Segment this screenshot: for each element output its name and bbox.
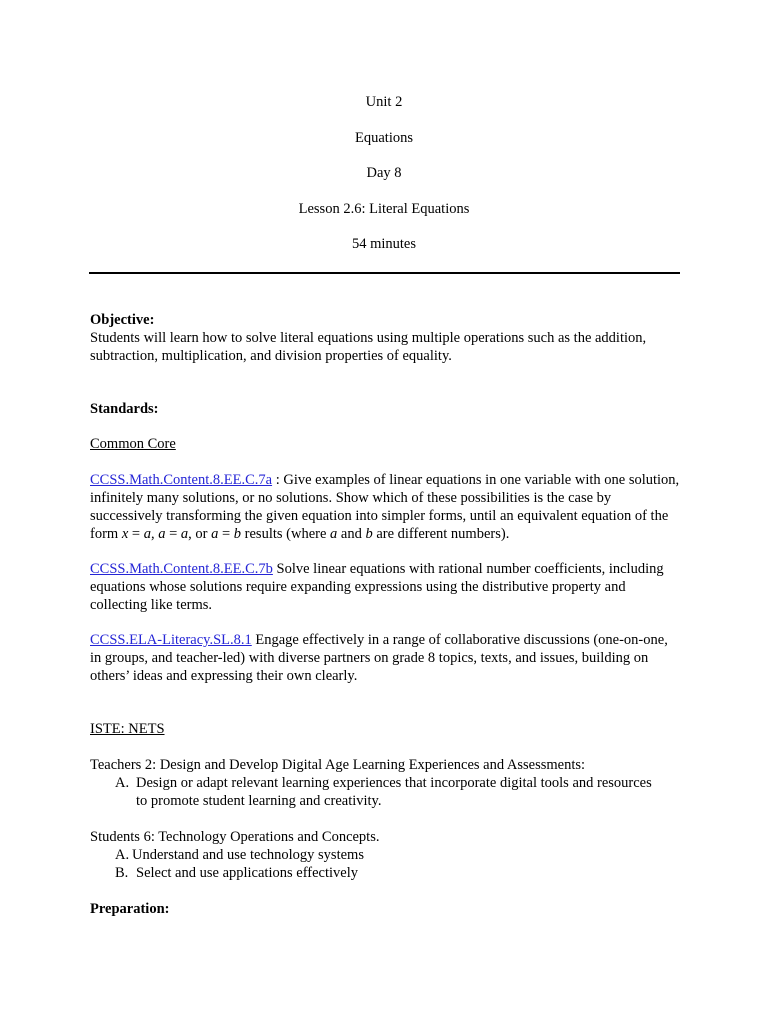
list-item-text: to promote student learning and creativity.: [136, 793, 382, 809]
var-x: x: [121, 526, 129, 542]
var-a: a: [143, 526, 151, 542]
list-marker: A.: [115, 775, 130, 791]
var-a: a: [180, 526, 189, 542]
standard-text: results (where: [241, 526, 331, 542]
var-b: b: [365, 526, 373, 542]
objective-heading: Objective:: [90, 312, 155, 328]
iste-label-text: ISTE: NETS: [90, 721, 165, 737]
equals-sign: =: [128, 526, 144, 542]
objective-section: [90, 311, 680, 365]
unit-label: Unit 2: [365, 94, 403, 110]
standard-text: are different numbers).: [372, 526, 510, 542]
duration-label: 54 minutes: [351, 236, 417, 252]
var-a: a: [330, 526, 338, 542]
list-marker: A.: [115, 847, 130, 863]
iste-label: [90, 720, 680, 738]
standard-link-sl-8-1[interactable]: CCSS.ELA-Literacy.SL.8.1: [90, 632, 252, 648]
header-divider: [89, 272, 680, 274]
common-core-label: [90, 435, 680, 453]
standard-item-2: [90, 560, 680, 614]
day-label: Day 8: [366, 165, 402, 181]
list-item-text: Design or adapt relevant learning experiences that incorporate digital tools and resources: [136, 775, 652, 791]
objective-text: Students will learn how to solve literal equations using multiple operations such as the addition, subtraction, multiplication, and division properties of equality.: [90, 330, 647, 364]
standard-link-8ee-c7b[interactable]: CCSS.Math.Content.8.EE.C.7b: [90, 561, 273, 577]
standard-text: Solve linear equations with rational number coefficients, including equations whose solutions require expanding expressions using the distributive property and collecting like terms.: [90, 561, 664, 613]
list-item-text: Understand and use technology systems: [132, 847, 364, 863]
list-item: [115, 774, 685, 792]
lesson-title: Lesson 2.6: Literal Equations: [298, 201, 470, 217]
teachers-heading: Teachers 2: Design and Develop Digital Age Learning Experiences and Assessments:: [90, 757, 586, 773]
standard-item-1: [90, 471, 680, 543]
students-heading: Students 6: Technology Operations and Concepts.: [90, 829, 380, 845]
equals-sign: =: [165, 526, 181, 542]
standard-link-8ee-c7a[interactable]: CCSS.Math.Content.8.EE.C.7a: [90, 472, 273, 488]
topic-label: Equations: [355, 130, 413, 146]
var-b: b: [233, 526, 242, 542]
separator: , or: [188, 526, 212, 542]
teachers-list: [115, 774, 685, 810]
standard-text: : Give examples of linear equations in one variable with one solution, infinitely many solutions, or no solutions. Show which of these possibilities is the case by successively transforming the given equation into simpler forms, until an equivalent equation of the form: [90, 472, 680, 542]
preparation-heading: Preparation:: [90, 901, 170, 917]
list-item-continuation: [115, 792, 685, 810]
equals-sign: =: [218, 526, 234, 542]
standard-text: and: [337, 526, 366, 542]
list-marker: B.: [115, 865, 129, 881]
separator: ,: [150, 526, 159, 542]
students-list: [115, 846, 685, 882]
standard-item-3: [90, 631, 680, 685]
list-item-text: Select and use applications effectively: [136, 865, 358, 881]
standards-heading: Standards:: [90, 401, 159, 417]
common-core-label-text: Common Core: [90, 436, 176, 452]
list-item: [115, 846, 685, 864]
var-a: a: [158, 526, 166, 542]
list-item: [115, 864, 685, 882]
var-a: a: [211, 526, 219, 542]
standard-text: Engage effectively in a range of collaborative discussions (one-on-one, in groups, and teacher-led) with diverse partners on grade 8 topics, texts, and issues, building on others’ ideas and expressing their own clearly.: [90, 632, 668, 684]
